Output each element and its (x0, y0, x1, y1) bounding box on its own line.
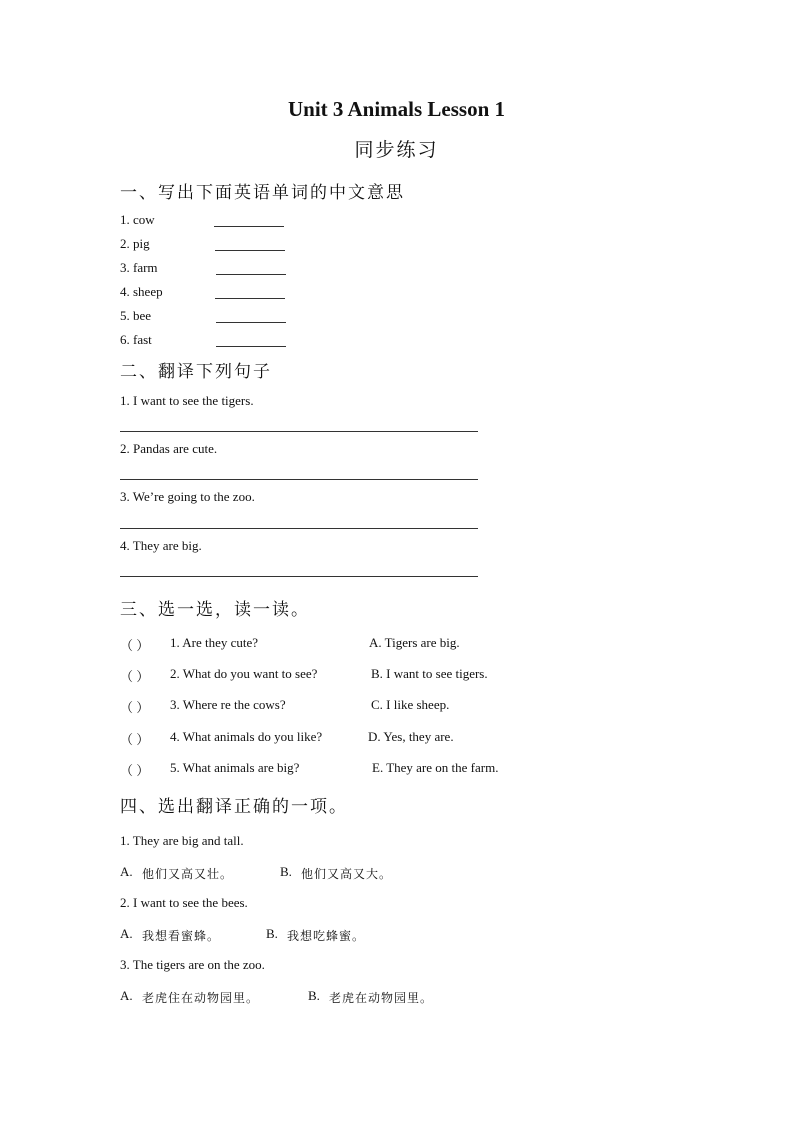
answer-paren[interactable]: （ ） (120, 732, 150, 747)
answer-blank[interactable] (216, 273, 286, 275)
sentence-item: 4. They are big. (120, 538, 202, 553)
answer-option: B. I want to see tigers. (371, 666, 488, 681)
question-item: 1. Are they cute? (170, 635, 259, 650)
answer-blank[interactable] (215, 249, 285, 251)
answer-blank[interactable] (216, 321, 286, 323)
answer-line[interactable] (120, 478, 478, 480)
answer-blank[interactable] (216, 345, 286, 347)
option-a-label[interactable]: A. (120, 864, 133, 879)
option-b-label[interactable]: B. (308, 988, 320, 1003)
section-1-heading: 一、写出下面英语单词的中文意思 (120, 183, 405, 203)
section-2-heading: 二、翻译下列句子 (120, 362, 272, 382)
answer-option: D. Yes, they are. (368, 729, 454, 744)
question-item: 4. What animals do you like? (170, 729, 323, 744)
question-item: 1. They are big and tall. (120, 833, 244, 848)
vocab-item: 3. farm (120, 260, 158, 275)
vocab-item: 6. fast (120, 332, 152, 347)
option-a-label[interactable]: A. (120, 988, 133, 1003)
sentence-item: 2. Pandas are cute. (120, 441, 218, 456)
option-b-label[interactable]: B. (280, 864, 292, 879)
question-item: 5. What animals are big? (170, 760, 300, 775)
option-b-text: 他们又高又大。 (301, 867, 393, 881)
answer-option: A. Tigers are big. (369, 635, 460, 650)
question-item: 2. I want to see the bees. (120, 895, 248, 910)
answer-line[interactable] (120, 430, 478, 432)
answer-line[interactable] (120, 575, 478, 577)
section-4-heading: 四、选出翻译正确的一项。 (120, 797, 348, 817)
option-a-text: 老虎住在动物园里。 (142, 991, 260, 1005)
vocab-item: 1. cow (120, 212, 155, 227)
vocab-item: 4. sheep (120, 284, 163, 299)
option-b-text: 我想吃蜂蜜。 (287, 929, 366, 943)
answer-option: E. They are on the farm. (372, 760, 499, 775)
answer-option: C. I like sheep. (371, 697, 450, 712)
vocab-item: 2. pig (120, 236, 150, 251)
option-a-label[interactable]: A. (120, 926, 133, 941)
sentence-item: 1. I want to see the tigers. (120, 393, 254, 408)
answer-paren[interactable]: （ ） (120, 669, 150, 684)
answer-blank[interactable] (214, 225, 284, 227)
page-subtitle: 同步练习 (354, 140, 439, 161)
question-item: 2. What do you want to see? (170, 666, 318, 681)
question-item: 3. Where re the cows? (170, 697, 286, 712)
option-b-label[interactable]: B. (266, 926, 278, 941)
answer-line[interactable] (120, 527, 478, 529)
section-3-heading: 三、选一选，读一读。 (120, 600, 310, 620)
sentence-item: 3. We’re going to the zoo. (120, 489, 255, 504)
answer-paren[interactable]: （ ） (120, 700, 150, 715)
answer-paren[interactable]: （ ） (120, 638, 150, 653)
question-item: 3. The tigers are on the zoo. (120, 957, 265, 972)
vocab-item: 5. bee (120, 308, 152, 323)
option-a-text: 他们又高又壮。 (142, 867, 234, 881)
option-a-text: 我想看蜜蜂。 (142, 929, 221, 943)
answer-blank[interactable] (215, 297, 285, 299)
option-b-text: 老虎在动物园里。 (329, 991, 434, 1005)
answer-paren[interactable]: （ ） (120, 763, 150, 778)
page-title: Unit 3 Animals Lesson 1 (287, 97, 506, 121)
